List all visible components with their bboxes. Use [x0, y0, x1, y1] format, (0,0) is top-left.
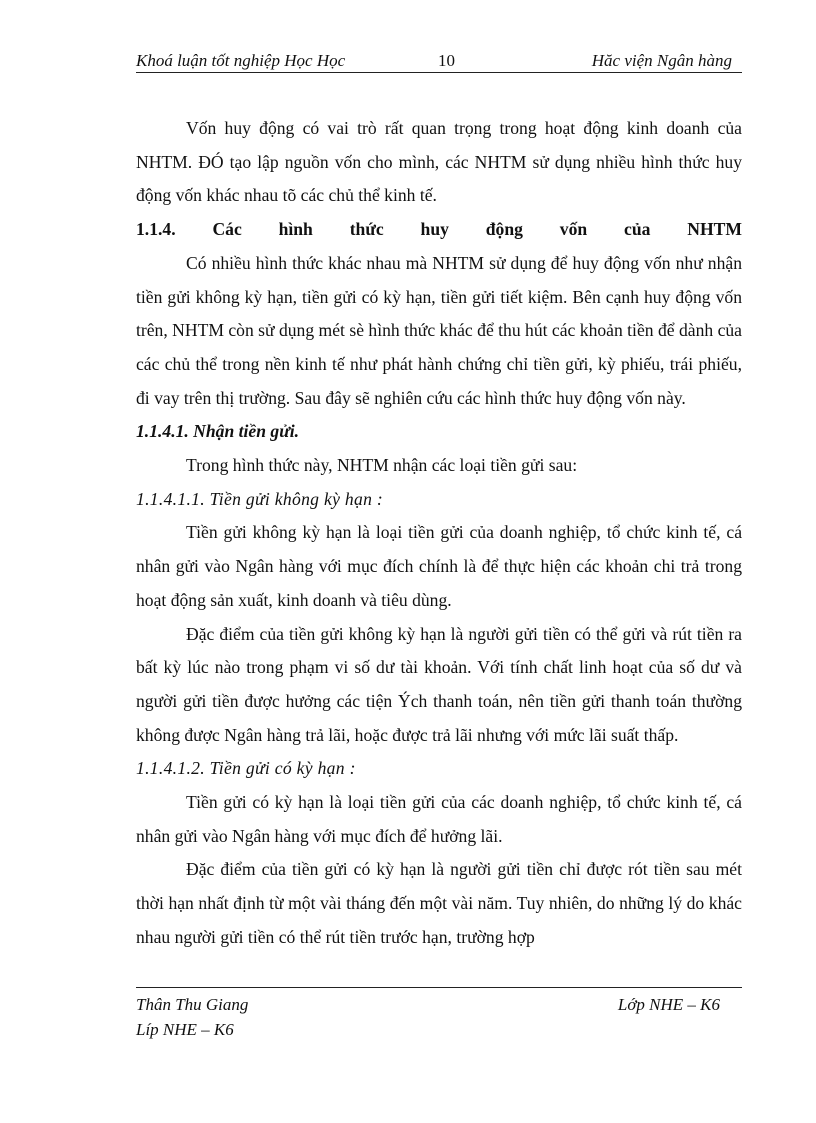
page-header	[136, 48, 742, 73]
paragraph: Vốn huy động có vai trò rất quan trọng trong hoạt động kinh doanh của NHTM. ĐÓ tạo lập nguồn vốn cho mình, các NHTM sử dụng nhiều hình thức huy động vốn khác nhau tõ các chủ thể kinh tế.	[136, 118, 742, 206]
paragraph: Có nhiều hình thức khác nhau mà NHTM sử dụng để huy động vốn như nhận tiền gửi không kỳ hạn, tiền gửi có kỳ hạn, tiền gửi tiết kiệm. Bên cạnh huy động vốn trên, NHTM còn sử dụng mét sè hình thức khác để thu hút các khoản tiền để dành của các chủ thể trong nền kinh tế như phát hành chứng chỉ tiền gửi, kỳ phiếu, trái phiếu, đi vay trên thị trường. Sau đây sẽ nghiên cứu các hình thức huy động vốn này.	[136, 252, 742, 408]
paragraph: Đặc điểm của tiền gửi có kỳ hạn là người gửi tiền chỉ được rót tiền sau mét thời hạn nhất định từ một vài tháng đến một vài năm. Tuy nhiên, do những lý do khác nhau người gửi tiền có thể rút tiền trước hạn, trường hợp	[136, 859, 742, 947]
header-thesis-title: Khoá luận tốt nghiệp Học Học	[136, 51, 346, 70]
paragraph: Trong hình thức này, NHTM nhận các loại tiền gửi sau:	[186, 455, 578, 476]
document-body	[136, 112, 742, 955]
footer-class-left: Líp NHE – K6	[136, 1020, 234, 1039]
footer-class: Lớp NHE – K6	[617, 995, 720, 1014]
subsection-heading-1-1-4-1: 1.1.4.1. Nhận tiền gửi.	[136, 421, 300, 442]
item-heading-1-1-4-1-2: 1.1.4.1.2. Tiền gửi có kỳ hạn :	[136, 758, 356, 779]
header-institution: Hăc viện Ngân hàng	[591, 51, 732, 70]
footer-author: Thân Thu Giang	[136, 995, 249, 1014]
item-heading-1-1-4-1-1: 1.1.4.1.1. Tiền gửi không kỳ hạn :	[136, 488, 384, 509]
page-footer	[136, 987, 742, 1038]
footer-row	[136, 1013, 742, 1038]
paragraph: Tiền gửi không kỳ hạn là loại tiền gửi của doanh nghiệp, tổ chức kinh tế, cá nhân gửi vào Ngân hàng với mục đích chính là để thực hiện các khoản chi trả trong hoạt động sản xuất, kinh doanh và tiêu dùng.	[136, 522, 742, 610]
section-heading-1-1-4: 1.1.4. Các hình thức huy động vốn của NHTM	[136, 219, 742, 240]
footer-row	[136, 988, 742, 1013]
paragraph: Đặc điểm của tiền gửi không kỳ hạn là người gửi tiền có thể gửi và rút tiền ra bất kỳ lúc nào trong phạm vi số dư tài khoản. Với tính chất linh hoạt của số dư và người gửi tiền được hưởng các tiện Ých thanh toán, nên tiền gửi thanh toán thường không được Ngân hàng trả lãi, hoặc được trả lãi nhưng với mức lãi suất thấp.	[136, 623, 742, 745]
paragraph: Tiền gửi có kỳ hạn là loại tiền gửi của các doanh nghiệp, tổ chức kinh tế, cá nhân gửi vào Ngân hàng với mục đích để hưởng lãi.	[136, 792, 742, 846]
page-number: 10	[438, 51, 455, 70]
